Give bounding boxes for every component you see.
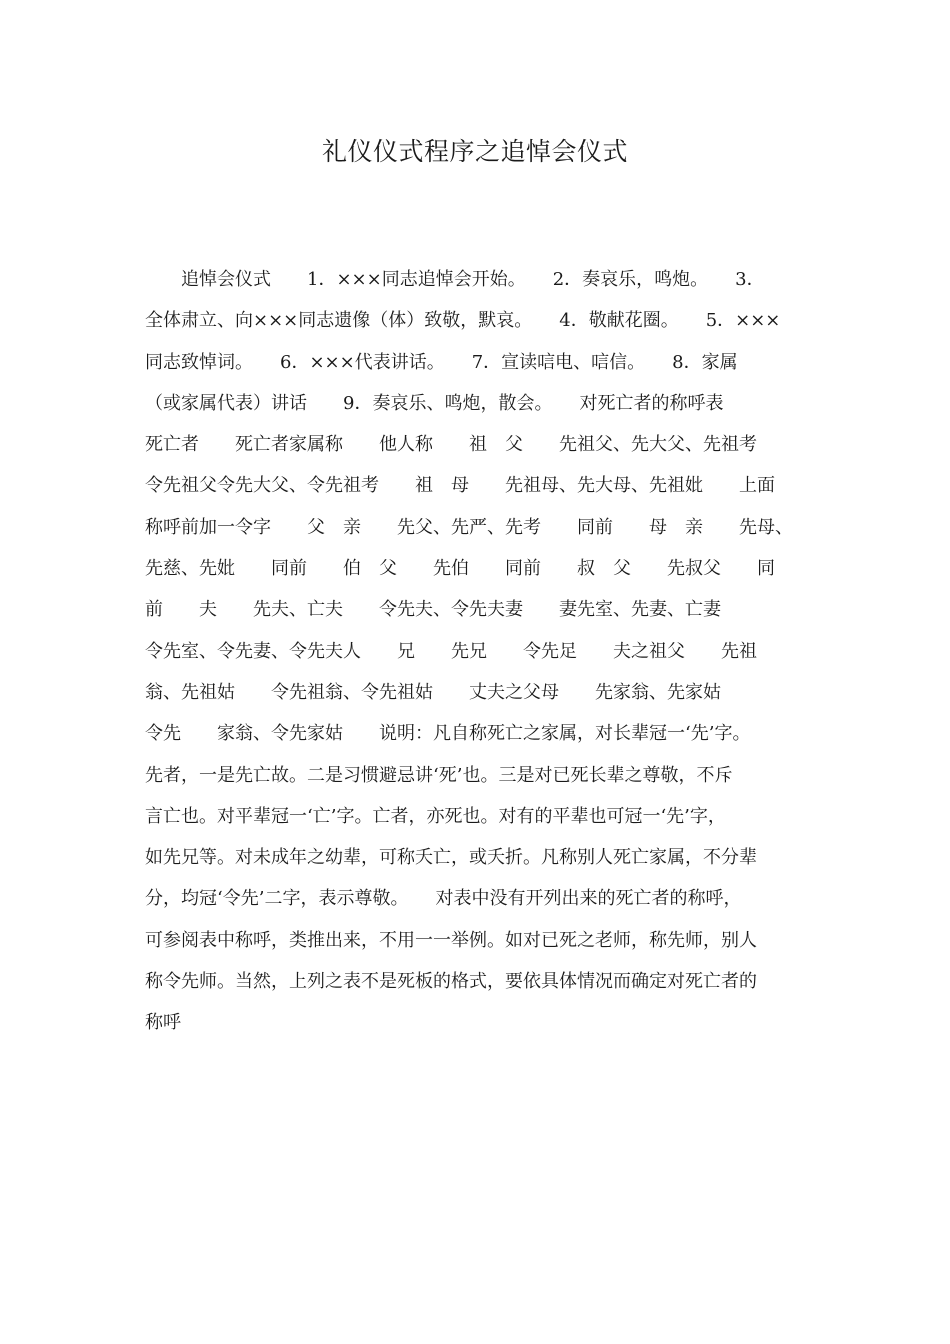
body-text — [145, 259, 810, 1044]
text-line: 翁、先祖姑 令先祖翁、令先祖姑 丈夫之父母 先家翁、先家姑 — [145, 681, 721, 703]
text-line: 称呼前加一令字 父 亲 先父、先严、先考 同前 母 亲 先母、 — [145, 516, 793, 538]
text-line: 如先兄等。对未成年之幼辈，可称夭亡，或夭折。凡称别人死亡家属，不分辈 — [145, 847, 757, 869]
text-line: 前 夫 先夫、亡夫 令先夫、令先夫妻 妻先室、先妻、亡妻 — [145, 599, 721, 621]
text-line: （或家属代表）讲话 9．奏哀乐、鸣炮，散会。 对死亡者的称呼表 — [145, 392, 724, 414]
text-line: 追悼会仪式 1．×××同志追悼会开始。 2．奏哀乐，鸣炮。 3． — [145, 269, 765, 290]
text-line: 死亡者 死亡者家属称 他人称 祖 父 先祖父、先大父、先祖考 — [145, 434, 757, 456]
text-line: 令先 家翁、令先家姑 说明：凡自称死亡之家属，对长辈冠一‘先’字。 — [145, 723, 751, 745]
text-line: 分，均冠‘令先’二字，表示尊敬。 对表中没有开列出来的死亡者的称呼， — [145, 888, 742, 910]
page-title: 礼仪仪式程序之追悼会仪式 — [321, 137, 628, 166]
text-line: 先者，一是先亡故。二是习惯避忌讲‘死’也。三是对已死长辈之尊敬，不斥 — [145, 764, 733, 786]
text-line: 称呼 — [145, 1012, 181, 1034]
text-line: 言亡也。对平辈冠一‘亡’字。亡者，亦死也。对有的平辈也可冠一‘先’字， — [145, 805, 726, 827]
text-line: 先慈、先妣 同前 伯 父 先伯 同前 叔 父 先叔父 同 — [145, 558, 775, 580]
text-line: 称令先师。当然，上列之表不是死板的格式，要依具体情况而确定对死亡者的 — [145, 971, 757, 993]
text-line: 同志致悼词。 6．×××代表讲话。 7．宣读唁电、唁信。 8．家属 — [145, 351, 738, 373]
text-line: 令先室、令先妻、令先夫人 兄 先兄 令先足 夫之祖父 先祖 — [145, 640, 757, 662]
text-line: 可参阅表中称呼，类推出来，不用一一举例。如对已死之老师，称先师，别人 — [145, 929, 757, 951]
text-line: 令先祖父令先大父、令先祖考 祖 母 先祖母、先大母、先祖妣 上面 — [145, 475, 775, 497]
text-line: 全体肃立、向×××同志遗像（体）致敬，默哀。 4．敬献花圈。 5．××× — [145, 310, 781, 332]
